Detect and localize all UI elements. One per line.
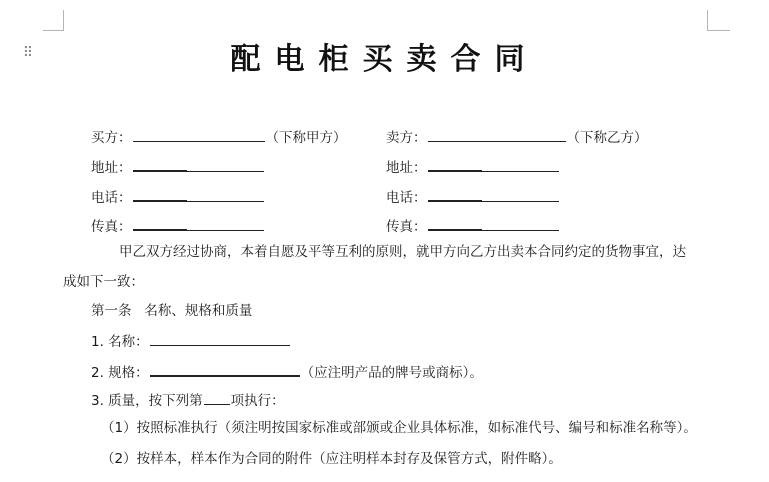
buyer-name-field[interactable] [133, 127, 265, 142]
buyer-address-row [91, 156, 265, 177]
seller-phone-field-tail [482, 187, 559, 202]
buyer-address-field[interactable] [133, 156, 187, 172]
item-1-label: 1. 名称： [91, 334, 149, 350]
item-3-row [91, 390, 285, 410]
seller-address-row [386, 156, 560, 177]
seller-fax-field-tail [482, 216, 559, 231]
page-corner-mark-top-left [43, 10, 64, 31]
buyer-label: 买方： [91, 130, 132, 146]
item-3-label: 3. 质量，按下列第 [91, 393, 203, 409]
buyer-address-label: 地址： [91, 160, 132, 176]
item-3-option-field[interactable] [204, 390, 230, 405]
item-2-spec-field[interactable] [150, 361, 300, 377]
item-2-row [91, 361, 483, 382]
buyer-phone-field-tail [187, 187, 264, 202]
page-corner-mark-top-right [707, 10, 730, 31]
seller-phone-field[interactable] [428, 186, 482, 202]
buyer-phone-row [91, 186, 265, 207]
article-1-heading: 第一条 名称、规格和质量 [91, 303, 253, 319]
buyer-fax-label: 传真： [91, 219, 132, 235]
seller-fax-label: 传真： [386, 219, 427, 235]
item-2-note: （应注明产品的牌号或商标）。 [300, 365, 483, 381]
item-3-suffix: 项执行： [230, 393, 285, 409]
seller-fax-field[interactable] [428, 215, 482, 231]
intro-paragraph-line-1: 甲乙双方经过协商，本着自愿及平等互利的原则，就甲方向乙方出卖本合同约定的货物事宜，达 [119, 244, 686, 260]
buyer-address-field-tail [187, 157, 264, 172]
buyer-fax-field[interactable] [133, 215, 187, 231]
seller-address-label: 地址： [386, 160, 427, 176]
seller-label: 卖方： [386, 130, 427, 146]
seller-note: （下称乙方） [566, 130, 648, 146]
buyer-fax-field-tail [187, 216, 264, 231]
buyer-phone-field[interactable] [133, 186, 187, 202]
item-3-sub-1: （1）按照标准执行（须注明按国家标准或部颁或企业具体标准，如标准代号、编号和标准名称等）。 [101, 420, 697, 436]
buyer-phone-label: 电话： [91, 190, 132, 206]
seller-name-field[interactable] [428, 127, 566, 142]
item-2-label: 2. 规格： [91, 365, 149, 381]
item-3-sub-2: （2）按样本，样本作为合同的附件（应注明样本封存及保管方式，附件略）。 [101, 451, 562, 467]
buyer-row [91, 127, 347, 147]
seller-row [386, 127, 648, 147]
document-title: 配电柜买卖合同 [230, 42, 539, 77]
item-1-row [91, 331, 291, 351]
buyer-note: （下称甲方） [265, 130, 347, 146]
intro-paragraph-line-2: 成如下一致： [63, 274, 144, 290]
seller-address-field[interactable] [428, 156, 482, 172]
buyer-fax-row [91, 215, 265, 236]
seller-fax-row [386, 215, 560, 236]
seller-address-field-tail [482, 157, 559, 172]
drag-handle-icon[interactable]: ⠿ [22, 45, 34, 61]
item-1-name-field[interactable] [150, 331, 290, 346]
seller-phone-label: 电话： [386, 190, 427, 206]
seller-phone-row [386, 186, 560, 207]
